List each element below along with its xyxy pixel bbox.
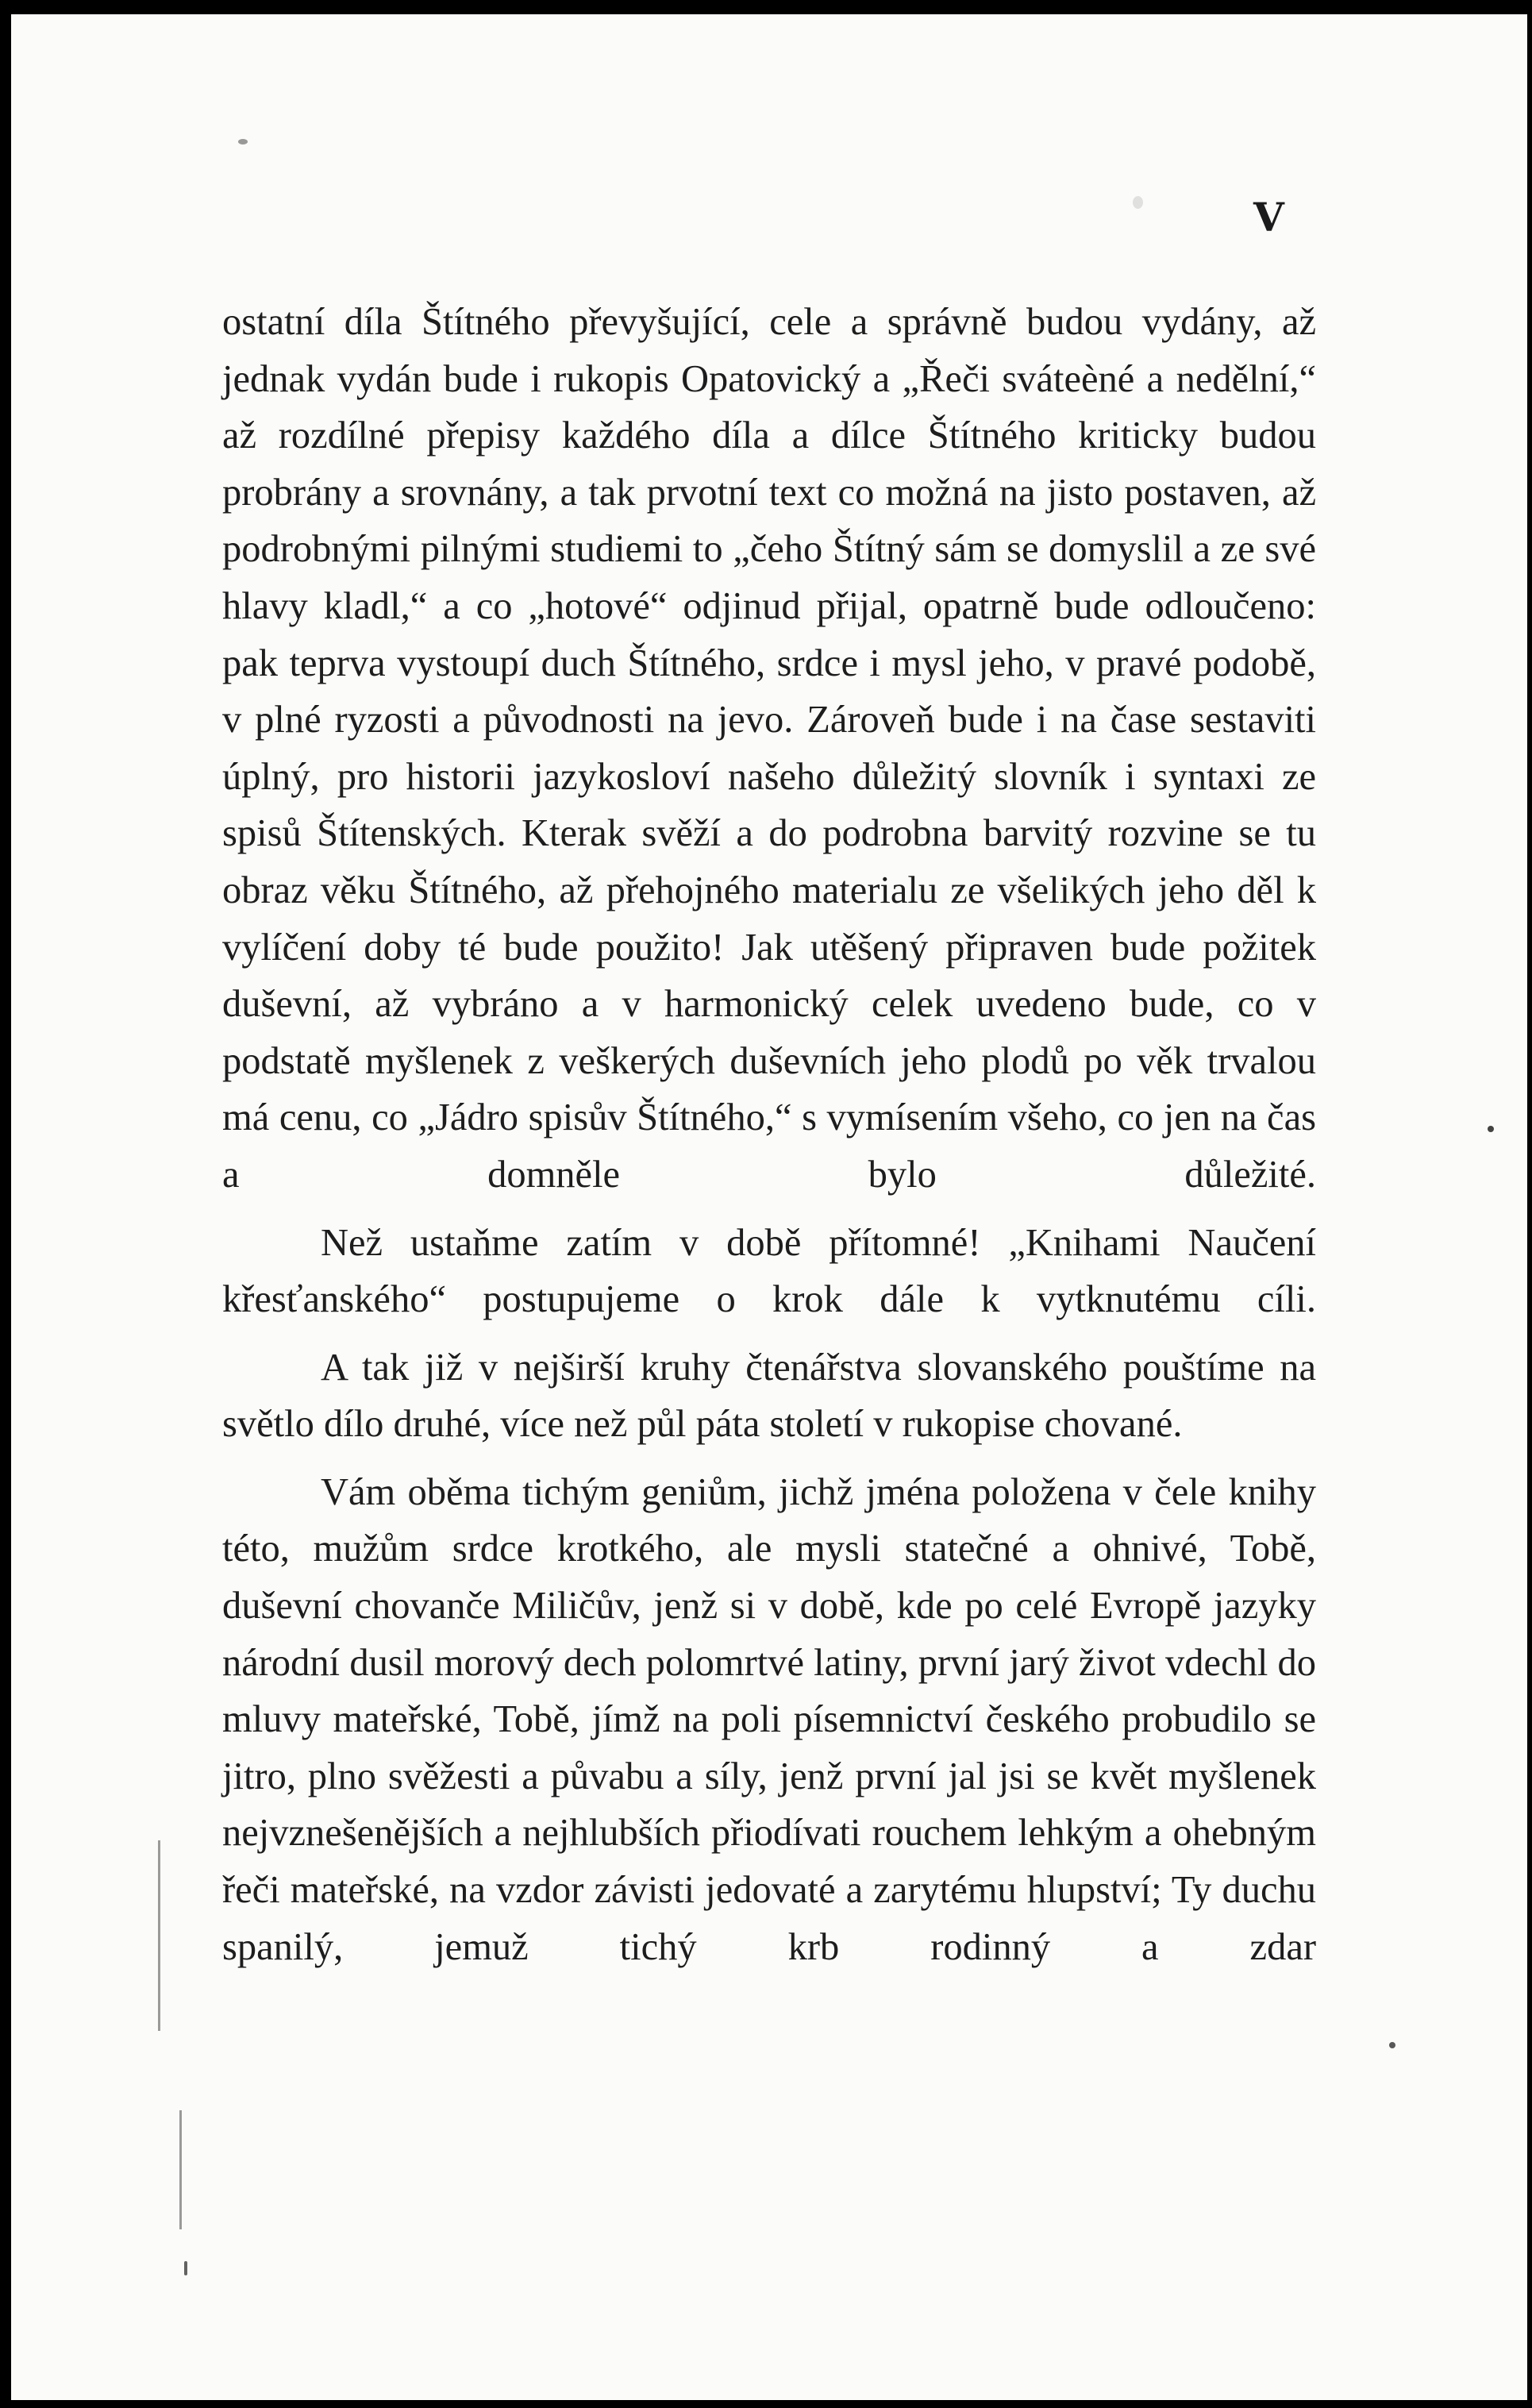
paragraph: Než ustaňme zatím v době přítomné! „Knihami Naučení křesťanského“ postupujeme o krok dále k vytknutému cíli. <box>222 1221 1316 1321</box>
body-text <box>222 294 1316 1975</box>
scan-speck <box>1389 2042 1395 2048</box>
book-page <box>11 14 1527 2400</box>
paragraph: ostatní díla Štítného převyšující, cele a správně budou vydány, až jednak vydán bude i rukopis Opatovický a „Řeči sváteèné a nedělní,“ až rozdílné přepisy každého díla a dílce Štítného kriticky budou probrány a srovnány, a tak prvotní text co možná na jisto postaven, až podrobnými pilnými studiemi to „čeho Štítný sám se domyslil a ze své hlavy kladl,“ a co „hotové“ odjinud přijal, opatrně bude odloučeno: pak teprva vystoupí duch Štítného, srdce i mysl jeho, v pravé podobě, v plné ryzosti a původnosti na jevo. Zároveň bude i na čase sestaviti úplný, pro historii jazykosloví našeho důležitý slovník i syntaxi ze spisů Štítenských. Kterak svěží a do podrobna barvitý rozvine se tu obraz věku Štítného, až přehojného materialu ze všelikých jeho děl k vylíčení doby té bude použito! Jak utěšený připraven bude požitek duševní, až vybráno a v harmonický celek uvedeno bude, co v podstatě myšlenek z veškerých duševních jeho plodů po věk trvalou má cenu, co „Jádro spisův Štítného,“ s vymísením všeho, co jen na čas a domněle bylo důležité. <box>222 301 1316 1196</box>
scan-speck <box>184 2261 187 2275</box>
scan-speck <box>1133 196 1143 209</box>
paragraph: Vám oběma tichým geniům, jichž jména položena v čele knihy této, mužům srdce krotkého, ale mysli statečné a ohnivé, Tobě, duševní chovanče Miličův, jenž si v době, kde po celé Evropě jazyky národní dusil morový dech polomrtvé latiny, první jarý život vdechl do mluvy mateřské, Tobě, jímž na poli písemnictví českého probudilo se jitro, plno svěžesti a půvabu a síly, jenž první jal jsi se květ myšlenek nejvznešenějších a nejhlubších přiodívati rouchem lehkým a ohebným řeči mateřské, na vzdor závisti jedovaté a zarytému hlupství; Ty duchu spanilý, jemuž tichý krb rodinný a zdar <box>222 1470 1316 1968</box>
scan-edge-line <box>158 1840 160 2031</box>
page-number: V <box>1253 194 1284 241</box>
scan-speck <box>1488 1126 1494 1132</box>
scan-edge-line <box>179 2110 182 2229</box>
paragraph: A tak již v nejširší kruhy čtenářstva slovanského pouštíme na světlo dílo druhé, více než půl páta století v rukopise chované. <box>222 1346 1316 1446</box>
scan-speck <box>238 139 248 144</box>
